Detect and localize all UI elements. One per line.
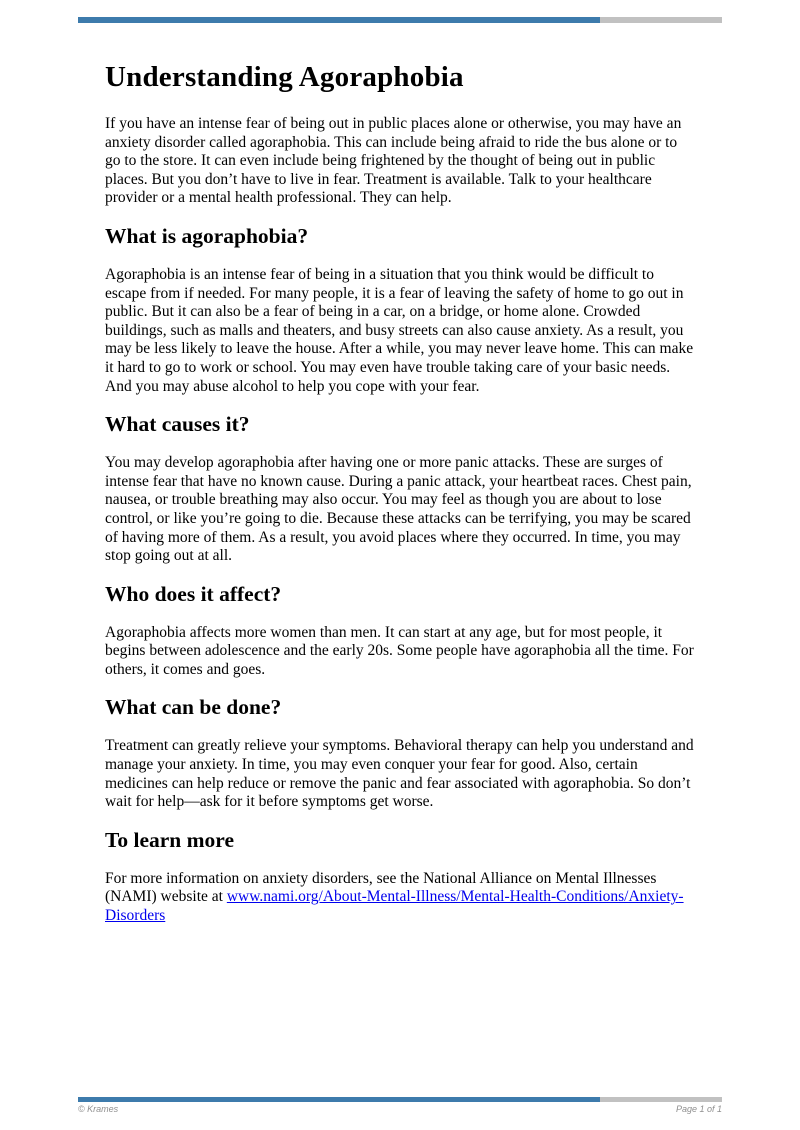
section-heading-who-does-it-affect: Who does it affect? [105, 581, 282, 606]
section-heading-to-learn-more: To learn more [105, 827, 234, 852]
footer-page-number: Page 1 of 1 [675, 1104, 722, 1114]
section-paragraph: You may develop agoraphobia after having one or more panic attacks. These are surges of intense fear that have no known cause. During a panic attack, your heartbeat races. Chest pain, nausea, or trouble breathing may also occur. You may feel as though you are about to lose control, or like you’re going to die. Because these attacks can be terrifying, you may be scared of having more of them. As a result, you avoid places where they occurred. In time, you may stop going out at all. [105, 454, 692, 565]
section-paragraph: Agoraphobia is an intense fear of being in a situation that you think would be difficult to escape from if needed. For many people, it is a fear of leaving the safety of home to go out in public. But it can also be a fear of being in a car, on a bridge, or home alone. Crowded buildings, such as malls and theaters, and busy streets can also cause anxiety. As a result, you may be less likely to leave the house. After a while, you may never leave home. This can make it hard to go to work or school. You may even have trouble taking care of your basic needs. And you may abuse alcohol to help you cope with your fear. [105, 265, 694, 395]
document-content [105, 0, 695, 926]
footer-divider-gray-segment [600, 1097, 722, 1102]
page-title: Understanding Agoraphobia [105, 61, 464, 93]
footer [78, 1104, 722, 1114]
footer-divider-rule [78, 1097, 722, 1102]
section-paragraph: Agoraphobia affects more women than men. It can start at any age, but for most people, it begins between adolescence and the early 20s. Some people have agoraphobia all the time. For others, it comes and goes. [105, 623, 694, 678]
section-heading-what-causes-it: What causes it? [105, 412, 250, 437]
learn-more-paragraph [105, 870, 695, 926]
nami-website-link[interactable]: www.nami.org/About-Mental-Illness/Mental-Health-Conditions/Anxiety-Disorders [105, 888, 684, 925]
section-heading-what-can-be-done: What can be done? [105, 695, 282, 720]
section-paragraph: Treatment can greatly relieve your symptoms. Behavioral therapy can help you understand and manage your anxiety. In time, you may even conquer your fear for good. Also, certain medicines can help reduce or remove the panic and fear associated with agoraphobia. So don’t wait for help—ask for it before symptoms get worse. [105, 737, 694, 811]
footer-copyright: © Krames [78, 1104, 119, 1114]
learn-more-text: For more information on anxiety disorders, see the National Alliance on Mental Illnesses (NAMI) website at [105, 869, 657, 906]
intro-paragraph: If you have an intense fear of being out in public places alone or otherwise, you may have an anxiety disorder called agoraphobia. This can include being afraid to ride the bus alone or to go to the store. It can even include being frightened by the thought of being out in public places. But you don’t have to live in fear. Treatment is available. Talk to your healthcare provider or a mental health professional. They can help. [105, 115, 682, 207]
section-heading-what-is-agoraphobia: What is agoraphobia? [105, 223, 309, 248]
footer-divider-blue-segment [78, 1097, 600, 1102]
